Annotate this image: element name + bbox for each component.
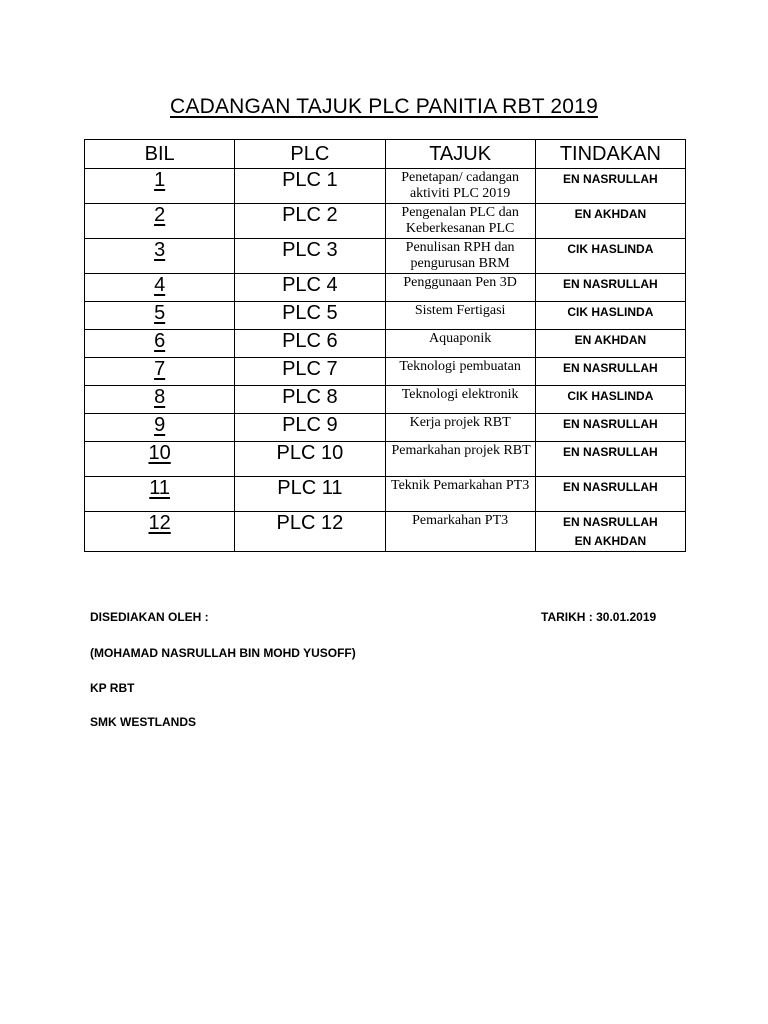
tindakan-cell: EN NASRULLAH — [535, 358, 685, 386]
table-row — [85, 386, 686, 414]
tindakan-cell: EN AKHDAN — [535, 204, 685, 239]
plc-table — [84, 139, 686, 552]
plc-cell: PLC 7 — [235, 358, 385, 386]
tindakan-cell: EN NASRULLAH — [535, 274, 685, 302]
tajuk-cell: Teknologi pembuatan — [385, 358, 535, 386]
tajuk-cell: Pengenalan PLC dan Keberkesanan PLC — [385, 204, 535, 239]
bil-cell: 10 — [85, 442, 235, 477]
document-title: CADANGAN TAJUK PLC PANITIA RBT 2019 — [170, 95, 598, 118]
tajuk-cell: Pemarkahan PT3 — [385, 512, 535, 552]
bil-cell: 4 — [85, 274, 235, 302]
tindakan-cell: EN NASRULLAH — [535, 414, 685, 442]
plc-cell: PLC 11 — [235, 477, 385, 512]
tajuk-cell: Penulisan RPH dan pengurusan BRM — [385, 239, 535, 274]
bil-cell: 7 — [85, 358, 235, 386]
tindakan-cell: CIK HASLINDA — [535, 239, 685, 274]
table-row — [85, 477, 686, 512]
tajuk-cell: Pemarkahan projek RBT — [385, 442, 535, 477]
table-row — [85, 239, 686, 274]
plc-cell: PLC 4 — [235, 274, 385, 302]
preparer-position: KP RBT — [90, 681, 135, 695]
bil-cell: 2 — [85, 204, 235, 239]
plc-cell: PLC 12 — [235, 512, 385, 552]
bil-cell: 6 — [85, 330, 235, 358]
tajuk-cell: Sistem Fertigasi — [385, 302, 535, 330]
bil-cell: 1 — [85, 169, 235, 204]
table-row — [85, 204, 686, 239]
school-name: SMK WESTLANDS — [90, 715, 196, 729]
table-row — [85, 330, 686, 358]
plc-cell: PLC 1 — [235, 169, 385, 204]
tajuk-cell: Kerja projek RBT — [385, 414, 535, 442]
bil-cell: 5 — [85, 302, 235, 330]
table-row — [85, 274, 686, 302]
bil-cell: 12 — [85, 512, 235, 552]
plc-cell: PLC 6 — [235, 330, 385, 358]
prepared-by-label: DISEDIAKAN OLEH : — [90, 610, 209, 624]
tindakan-cell: CIK HASLINDA — [535, 302, 685, 330]
bil-cell: 9 — [85, 414, 235, 442]
tindakan-cell: EN NASRULLAH — [535, 477, 685, 512]
tindakan-cell: EN NASRULLAH — [535, 442, 685, 477]
tajuk-cell: Penetapan/ cadangan aktiviti PLC 2019 — [385, 169, 535, 204]
table-row — [85, 169, 686, 204]
tajuk-cell: Teknik Pemarkahan PT3 — [385, 477, 535, 512]
plc-cell: PLC 8 — [235, 386, 385, 414]
table-row — [85, 414, 686, 442]
table-row — [85, 302, 686, 330]
table-header-row — [85, 140, 686, 169]
plc-cell: PLC 5 — [235, 302, 385, 330]
plc-cell: PLC 9 — [235, 414, 385, 442]
tajuk-cell: Aquaponik — [385, 330, 535, 358]
tindakan-line-1: EN NASRULLAH — [563, 515, 658, 529]
tindakan-cell: CIK HASLINDA — [535, 386, 685, 414]
tajuk-cell: Teknologi elektronik — [385, 386, 535, 414]
tindakan-line-2: EN AKHDAN — [574, 534, 647, 548]
header-plc: PLC — [235, 140, 385, 169]
table-row — [85, 512, 686, 552]
header-tajuk: TAJUK — [385, 140, 535, 169]
tajuk-cell: Penggunaan Pen 3D — [385, 274, 535, 302]
header-tindakan: TINDAKAN — [535, 140, 685, 169]
preparer-name: (MOHAMAD NASRULLAH BIN MOHD YUSOFF) — [90, 646, 356, 660]
bil-cell: 3 — [85, 239, 235, 274]
date-label: TARIKH : 30.01.2019 — [541, 610, 657, 624]
header-bil: BIL — [85, 140, 235, 169]
table-row — [85, 442, 686, 477]
table-row — [85, 358, 686, 386]
tindakan-cell — [535, 512, 685, 552]
plc-cell: PLC 10 — [235, 442, 385, 477]
plc-cell: PLC 3 — [235, 239, 385, 274]
bil-cell: 8 — [85, 386, 235, 414]
plc-cell: PLC 2 — [235, 204, 385, 239]
tindakan-cell: EN AKHDAN — [535, 330, 685, 358]
bil-cell: 11 — [85, 477, 235, 512]
tindakan-cell: EN NASRULLAH — [535, 169, 685, 204]
